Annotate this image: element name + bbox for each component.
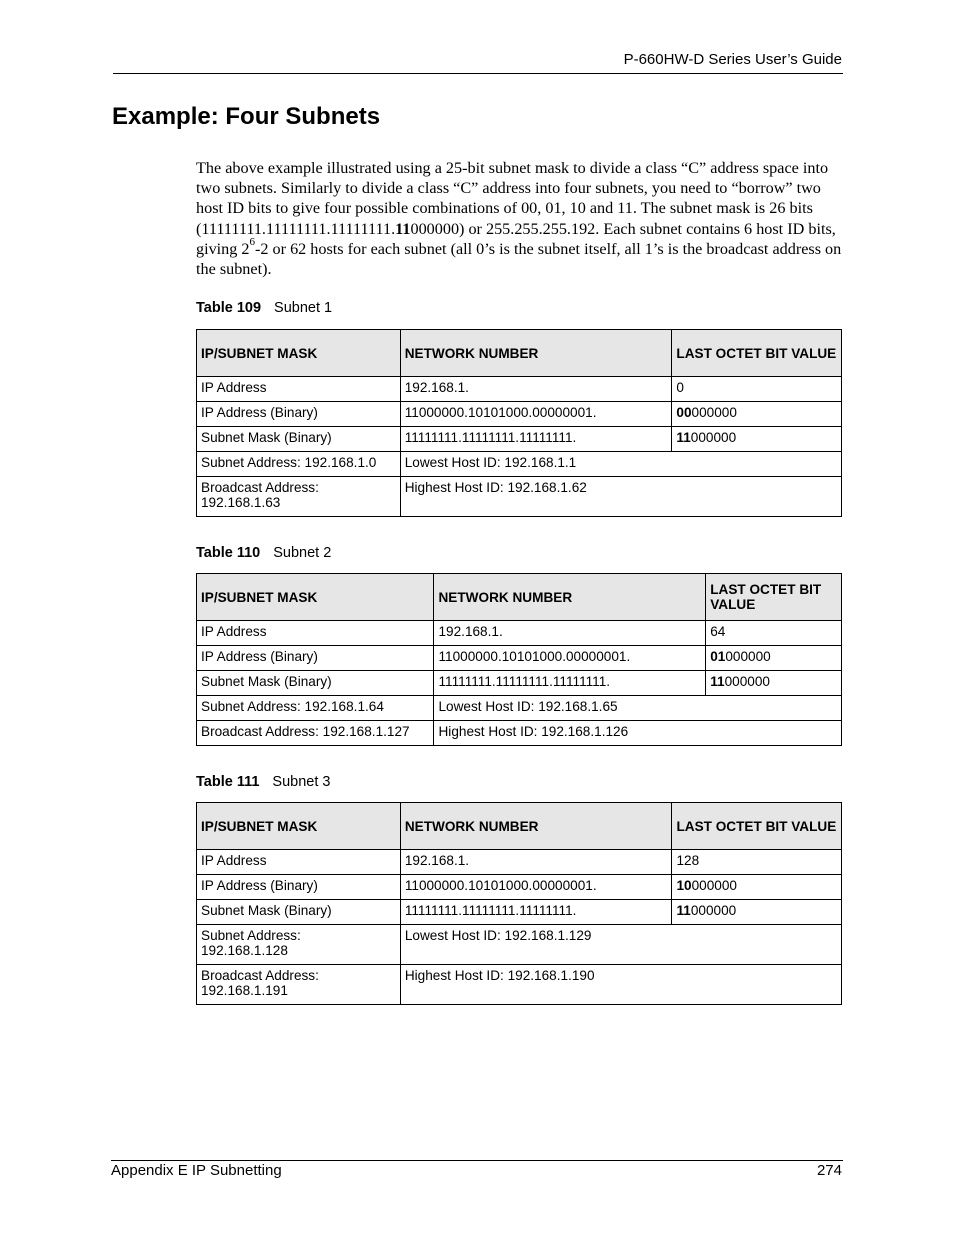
column-header: NETWORK NUMBER xyxy=(400,803,672,850)
column-header: IP/SUBNET MASK xyxy=(197,574,434,621)
table-cell: Broadcast Address: 192.168.1.191 xyxy=(197,965,401,1005)
column-header: IP/SUBNET MASK xyxy=(197,330,401,377)
subnet-table xyxy=(196,802,842,1005)
table-cell: 11000000.10101000.00000001. xyxy=(400,875,672,900)
table-title: Subnet 2 xyxy=(273,545,332,561)
table-cell: 192.168.1. xyxy=(434,621,706,646)
table-cell: IP Address xyxy=(197,377,401,402)
table-cell: Subnet Address: 192.168.1.0 xyxy=(197,452,401,477)
table-header-row xyxy=(197,803,842,850)
table-cell: Lowest Host ID: 192.168.1.129 xyxy=(400,925,841,965)
column-header: IP/SUBNET MASK xyxy=(197,803,401,850)
table-header-row xyxy=(197,330,842,377)
table-cell: 128 xyxy=(672,850,842,875)
table-cell: Subnet Address: 192.168.1.64 xyxy=(197,696,434,721)
bold-bits: 11 xyxy=(676,430,691,445)
table-cell: 11111111.11111111.11111111. xyxy=(434,671,706,696)
intro-text-2: 000000) or 255.255.255.192. Each subnet contains 6 host ID bits, giving 2 xyxy=(196,219,836,258)
table-cell: 11111111.11111111.11111111. xyxy=(400,427,672,452)
remaining-bits: 000000 xyxy=(690,903,737,918)
table-caption xyxy=(196,774,330,790)
table-row xyxy=(197,377,842,402)
remaining-bits: 000000 xyxy=(724,674,770,689)
table-cell: 0 xyxy=(672,377,842,402)
bold-bits: 11 xyxy=(710,674,725,689)
table-cell xyxy=(672,402,842,427)
table-cell: Subnet Mask (Binary) xyxy=(197,900,401,925)
column-header: NETWORK NUMBER xyxy=(400,330,672,377)
table-cell: 11000000.10101000.00000001. xyxy=(400,402,672,427)
table-cell: Subnet Mask (Binary) xyxy=(197,671,434,696)
footer-section-title: Appendix E IP Subnetting xyxy=(111,1162,282,1179)
table-number: Table 110 xyxy=(196,545,261,561)
table-cell: Lowest Host ID: 192.168.1.1 xyxy=(400,452,841,477)
table-number: Table 109 xyxy=(196,300,262,316)
table-cell: IP Address (Binary) xyxy=(197,875,401,900)
footer-rule xyxy=(111,1160,843,1161)
table-title: Subnet 1 xyxy=(274,300,333,316)
column-header: LAST OCTET BIT VALUE xyxy=(672,330,842,377)
table-cell: IP Address (Binary) xyxy=(197,402,401,427)
table-title: Subnet 3 xyxy=(272,774,331,790)
table-cell: 11000000.10101000.00000001. xyxy=(434,646,706,671)
intro-paragraph xyxy=(196,158,844,279)
table-row xyxy=(197,875,842,900)
header-rule xyxy=(113,73,843,74)
table-row xyxy=(197,721,842,746)
intro-text-1: The above example illustrated using a 25-bit subnet mask to divide a class “C” address space into two subnets. Similarly to divide a class “C” address into four subnets, you need to “borrow” two host ID bits to give four possible combinations of 00, 01, 10 and 11. The subnet mask is 26 bits (11111111.11111111.11111111. xyxy=(196,159,829,238)
table-row xyxy=(197,696,842,721)
table-row xyxy=(197,452,842,477)
bold-bits: 10 xyxy=(676,878,692,893)
table-cell: IP Address xyxy=(197,621,434,646)
table-row xyxy=(197,965,842,1005)
table-row xyxy=(197,925,842,965)
table-cell: IP Address xyxy=(197,850,401,875)
table-row xyxy=(197,427,842,452)
remaining-bits: 000000 xyxy=(690,430,737,445)
table-cell: Broadcast Address: 192.168.1.63 xyxy=(197,477,401,517)
table-cell: Lowest Host ID: 192.168.1.65 xyxy=(434,696,842,721)
table-row xyxy=(197,402,842,427)
remaining-bits: 000000 xyxy=(691,878,737,893)
table-cell: 192.168.1. xyxy=(400,377,672,402)
table-cell: Highest Host ID: 192.168.1.190 xyxy=(400,965,841,1005)
intro-superscript: 6 xyxy=(249,236,256,249)
column-header: NETWORK NUMBER xyxy=(434,574,706,621)
table-number: Table 111 xyxy=(196,774,260,790)
table-cell: Broadcast Address: 192.168.1.127 xyxy=(197,721,434,746)
table-cell: 64 xyxy=(706,621,842,646)
table-row xyxy=(197,671,842,696)
remaining-bits: 000000 xyxy=(691,405,737,420)
column-header: LAST OCTET BIT VALUE xyxy=(672,803,842,850)
table-cell xyxy=(672,875,842,900)
table-cell: Highest Host ID: 192.168.1.62 xyxy=(400,477,841,517)
table-cell: Highest Host ID: 192.168.1.126 xyxy=(434,721,842,746)
table-row xyxy=(197,900,842,925)
bold-bits: 00 xyxy=(676,405,692,420)
table-row xyxy=(197,477,842,517)
bold-bits: 01 xyxy=(710,649,726,664)
column-header: LAST OCTET BIT VALUE xyxy=(706,574,842,621)
subnet-table xyxy=(196,329,842,517)
table-row xyxy=(197,621,842,646)
table-cell xyxy=(672,900,842,925)
intro-bold-bits: 11 xyxy=(395,219,411,238)
table-cell xyxy=(672,427,842,452)
table-caption xyxy=(196,545,331,561)
subnet-table xyxy=(196,573,842,746)
table-cell: Subnet Mask (Binary) xyxy=(197,427,401,452)
table-row xyxy=(197,850,842,875)
remaining-bits: 000000 xyxy=(725,649,771,664)
bold-bits: 11 xyxy=(676,903,691,918)
guide-title: P-660HW-D Series User’s Guide xyxy=(623,51,842,68)
table-cell: 11111111.11111111.11111111. xyxy=(400,900,672,925)
table-cell xyxy=(706,671,842,696)
table-cell: IP Address (Binary) xyxy=(197,646,434,671)
table-cell: 192.168.1. xyxy=(400,850,672,875)
table-header-row xyxy=(197,574,842,621)
intro-text-3: -2 or 62 hosts for each subnet (all 0’s is the subnet itself, all 1’s is the broadcast address on the subnet). xyxy=(196,239,842,279)
page-number: 274 xyxy=(816,1162,842,1179)
table-cell: Subnet Address: 192.168.1.128 xyxy=(197,925,401,965)
table-cell xyxy=(706,646,842,671)
table-caption xyxy=(196,300,332,316)
page-title: Example: Four Subnets xyxy=(112,103,381,130)
table-row xyxy=(197,646,842,671)
